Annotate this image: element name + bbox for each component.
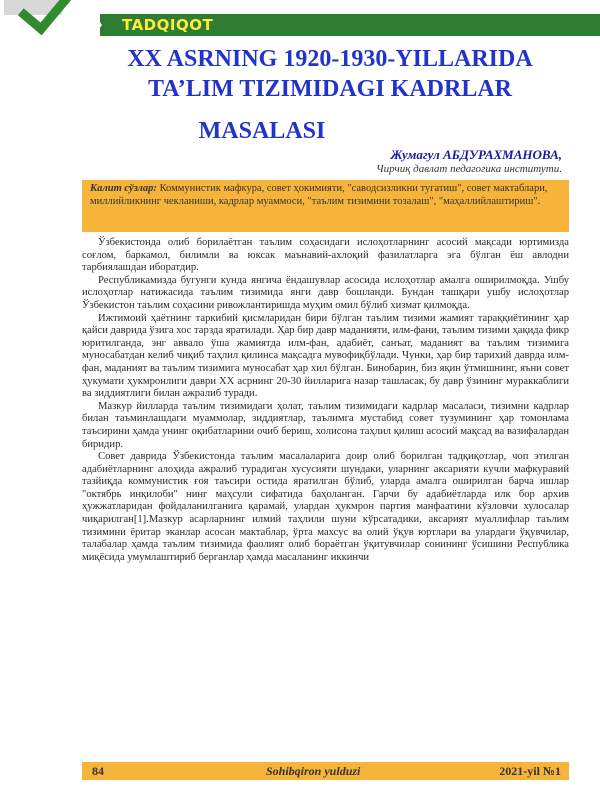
checkmark-icon bbox=[18, 0, 73, 35]
page-footer bbox=[82, 762, 569, 780]
issue-label: 2021-yil №1 bbox=[499, 764, 561, 778]
author-name: Жумагул АБДУРАХМАНОВА, bbox=[390, 147, 562, 162]
keywords-box bbox=[82, 180, 569, 232]
keywords-text: Коммунистик мафкура, совет ҳокимияти, "саводсизликни тугатиш", совет мактаблари, миллийликнинг чекланиши, кадрлар муаммоси, "таълим тизимини тозалаш", "маҳаллийлаштириш". bbox=[90, 183, 548, 207]
page-number: 84 bbox=[92, 764, 104, 778]
magazine-name: Sohibqiron yulduzi bbox=[266, 764, 361, 778]
paragraph: Совет даврида Ўзбекистонда таълим масалаларига доир олиб борилган тадқиқотлар, чоп этилган адабиётларнинг алоҳида ажралиб турадиган хусусияти шундаки, уларнинг аксарияти кучли мафкуравий тазйиқда коммунистик ғоя таъсири остида яратилган бўлиб, уларда амалга оширилган барча ишлар "октябрь инқилоби" нинг маҳсули сифатида баҳоланган. Гарчи бу адабиётларда илк бор архив ҳужжатларидан фойдаланилганига қарамай, улардан ҳукмрон партия манфаатини кўзловчи хулосалар чиқарилган[1].Мазкур асарларнинг илмий таҳлили шуни кўрсатадики, аксарият муаллифлар таълим тизимини ёритар эканлар асосан мактаблар, ўрта махсус ва олий ўқув юртлари ва улардаги ўқувчилар, талабалар ҳамда таълим тизимида фаолият олиб бораётган ўқитувчилар сонининг ўсишини Республика миқёсида умумлаштириб берганлар ҳамда масаланинг иккинчи bbox=[82, 451, 569, 563]
article-body bbox=[82, 237, 569, 564]
rubric-notch bbox=[94, 14, 102, 36]
keywords-label: Калит сўзлар: bbox=[90, 183, 157, 194]
article-title-line-1: XX ASRNING 1920-1930-YILLARIDA bbox=[127, 46, 533, 72]
paragraph: Ижтимоий ҳаётнинг таркибий қисмларидан бири бўлган таълим тизими жамият тараққиётининг ҳар қайси даврида ўзига хос тарзда яратилади. Ҳар бир давр маданияти, илм-фани, таълим тизими ҳақида фикр юритилганда, энг аввало ўша жамиятда илм-фан, адабиёт, санъат, маданият ва таълим тизимига муносабатдан келиб чиқиб таҳлил қилинса мақсадга мувофиқбўлади. Чунки, ҳар бир тарихий даврда илм-фан, маданият ва таълим тизимига муносабат ҳар хил бўлган. Бинобарин, биз яқин ўтмишнинг, яъни совет ҳукумати ҳукмронлиги даври XX асрнинг 20-30 йилларига назар ташласак, бу давр ўзининг мураккаблиги ва зиддиятлиги билан ажралиб туради. bbox=[82, 312, 569, 400]
paragraph: Мазкур йилларда таълим тизимидаги ҳолат, таълим тизимидаги кадрлар масаласи, тизимни кадрлар билан таъминлашдаги муаммолар, зиддиятлар, таълимга мустабид совет тузумининг ҳар томонлама таъсирини ҳамда унинг оқибатларини очиб бериш, холисона таҳлил қилиш асосий мақсад ва вазифалардан биридир. bbox=[82, 400, 569, 450]
paragraph: Республикамизда бугунги кунда янгича ёндашувлар асосида ислоҳотлар амалга оширилмоқда. Ушбу ислоҳотлар натижасида таълим тизимида янги давр бошланди. Бундан ташқари ушбу ислоҳотлар Ўзбекистон таълим соҳасини ривожлантиришда муҳим омил бўлиб хизмат қилмоқда. bbox=[82, 274, 569, 311]
article-title-line-3: MASALASI bbox=[198, 118, 326, 144]
rubric-banner bbox=[100, 14, 600, 36]
author-institution: Чирчиқ давлат педагогика институти. bbox=[376, 163, 562, 175]
paragraph: Ўзбекистонда олиб борилаётган таълим соҳасидаги ислоҳотларнинг асосий мақсади юртимизда соғлом, баркамол, билимли ва юксак маънавий-ахлоқий фазилатларга эга бўлган ёш авлодни тарбиялашдан иборатдир. bbox=[82, 237, 569, 274]
article-title-line-2: TA’LIM TIZIMIDAGI KADRLAR bbox=[147, 76, 513, 102]
rubric-label: TADQIQOT bbox=[122, 16, 214, 34]
